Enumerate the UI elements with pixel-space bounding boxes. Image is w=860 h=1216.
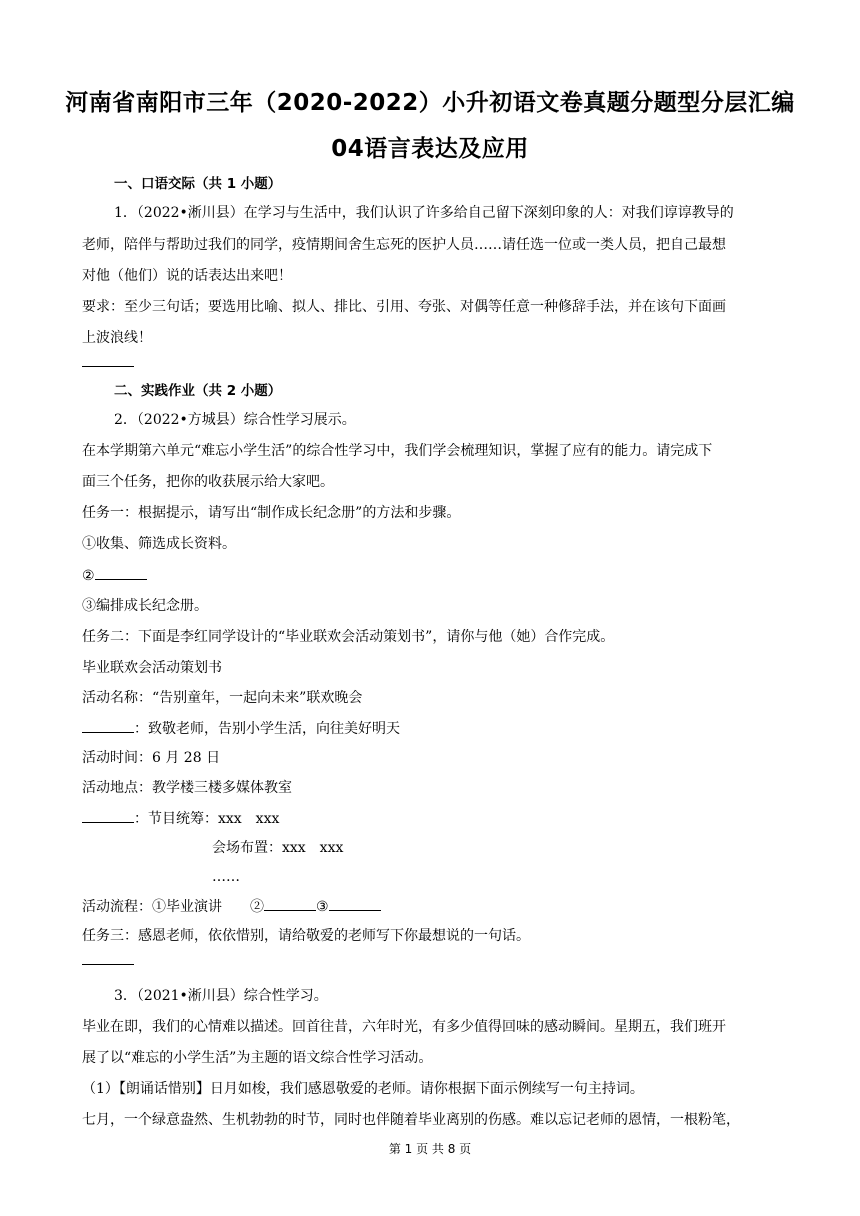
q2-plan-time: 活动时间：6 月 28 日 [82,750,221,766]
q2-plan-staff2: 会场布置：xxx xxx [212,840,344,856]
q1-text-line1: 1．（2022•淅川县）在学习与生活中，我们认识了许多给自己留下深刻印象的人：对我们谆谆教导的 [114,205,734,221]
q2-plan-title: 毕业联欢会活动策划书 [82,660,222,676]
q2-plan-name: 活动名称：“告别童年，一起向未来”联欢晚会 [82,690,363,706]
q3-sub1: （1）【朗诵话惜别】日月如梭，我们感恩敬爱的老师。请你根据下面示例续写一句主持词。 [82,1081,644,1097]
q2-plan-flow-blank2 [264,896,316,911]
q2-paragraph-line1: 在本学期第六单元“难忘小学生活”的综合性学习中，我们学会梳理知识，掌握了应有的能力。请完成下 [82,443,713,459]
q2-plan-flow-blank3 [329,896,381,911]
q2-plan-flow-b: ③ [316,899,329,915]
document-title-line1: 河南省南阳市三年（2020-2022）小升初语文卷真题分题型分层汇编 [65,90,795,116]
q2-plan-purpose [82,718,786,739]
q2-plan-staff1 [82,808,786,829]
page-footer: 第 1 页 共 8 页 [388,1142,472,1156]
q3-paragraph-line1: 毕业在即，我们的心情难以描述。回首往昔，六年时光，有多少值得回味的感动瞬间。星期五，我们班开 [82,1019,726,1035]
q1-text-line2: 老师，陪伴与帮助过我们的同学，疫情期间舍生忘死的医护人员……请任选一位或一类人员，把自己最想 [82,237,726,253]
q2-task2: 任务二：下面是李红同学设计的“毕业联欢会活动策划书”，请你与他（她）合作完成。 [82,629,615,645]
section2-heading: 二、实践作业（共 2 小题） [114,383,282,399]
q2-plan-flow [82,896,786,917]
q3-intro: 3．（2021•淅川县）综合性学习。 [114,988,328,1004]
q2-step1: ①收集、筛选成长资料。 [82,536,236,552]
q3-paragraph-line2: 展了以“难忘的小学生活”为主题的语文综合性学习活动。 [82,1050,433,1066]
document-title-line2: 04语言表达及应用 [331,136,529,162]
q2-step2-label: ② [82,568,95,584]
q2-task1: 任务一：根据提示，请写出“制作成长纪念册”的方法和步骤。 [82,505,461,521]
q2-plan-purpose-blank [82,718,134,733]
q2-plan-staff1-text: ：节目统筹：xxx xxx [134,811,280,827]
q2-plan-staff-blank [82,808,134,823]
q3-paragraph2-line1: 七月，一个绿意盎然、生机勃勃的时节，同时也伴随着毕业离别的伤感。难以忘记老师的恩情，一根粉笔， [82,1112,740,1128]
q2-step2 [82,565,786,586]
q1-text-line3: 对他（他们）说的话表达出来吧！ [82,268,292,284]
q1-answer-blank [82,352,786,373]
q2-step3: ③编排成长纪念册。 [82,598,208,614]
q2-plan-place: 活动地点：教学楼三楼多媒体教室 [82,780,292,796]
q2-step2-blank [95,565,147,580]
q2-plan-flow-a: 活动流程：①毕业演讲 ② [82,899,264,915]
q2-task3: 任务三：感恩老师，依依惜别，请给敬爱的老师写下你最想说的一句话。 [82,928,530,944]
section1-heading: 一、口语交际（共 1 小题） [114,176,282,192]
q2-plan-purpose-text: ：致敬老师，告别小学生活，向往美好明天 [134,721,400,737]
q2-intro: 2．（2022•方城县）综合性学习展示。 [114,412,356,428]
q2-task3-answer-blank [82,950,786,971]
q1-requirement-line1: 要求：至少三句话；要选用比喻、拟人、排比、引用、夸张、对偶等任意一种修辞手法，并在该句下面画 [82,299,726,315]
q2-plan-ellipsis: …… [212,869,240,885]
q1-requirement-line2: 上波浪线！ [82,330,152,346]
q2-paragraph-line2: 面三个任务，把你的收获展示给大家吧。 [82,474,334,490]
